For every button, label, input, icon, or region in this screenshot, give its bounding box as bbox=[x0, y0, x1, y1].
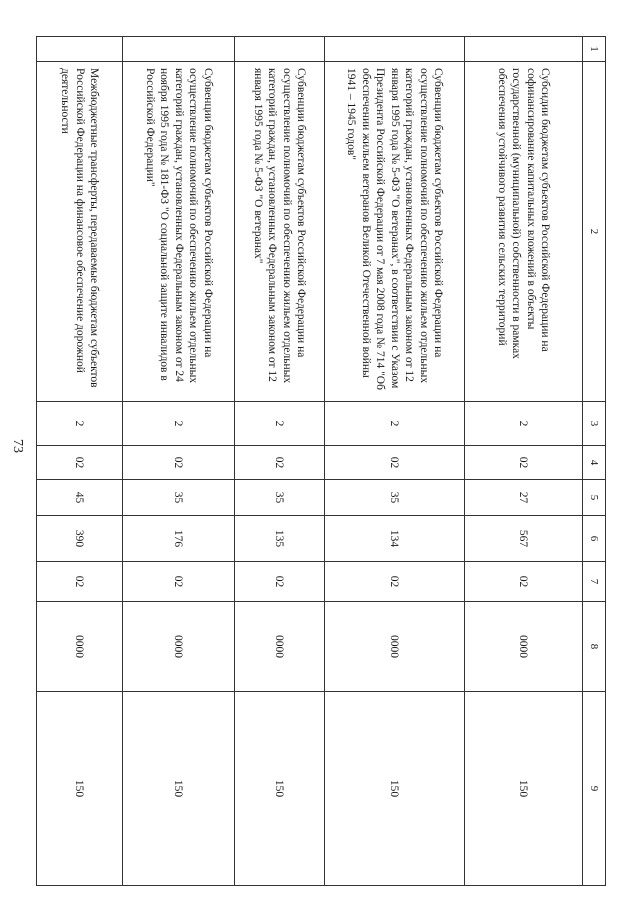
cell-col3: 2 bbox=[123, 402, 235, 446]
col-header-6: 6 bbox=[583, 516, 606, 562]
cell-col3: 2 bbox=[325, 402, 465, 446]
cell-description: Субвенции бюджетам субъектов Российской Федерации на осуществление полномочий по обеспечению жильем отдельных категорий граждан, установленных Федеральным законом от 12 января 1995 года № 5-ФЗ "О ветеранах", в соответствии с Указом Президента Российской Федерации от 7 мая 2008 года № 714 "Об обеспечении жильем ветеранов Великой Отечественной войны 1941 – 1945 годов" bbox=[325, 62, 465, 402]
budget-table bbox=[36, 36, 606, 886]
cell-col9: 150 bbox=[235, 692, 325, 886]
cell-col6: 390 bbox=[37, 516, 123, 562]
col-header-5: 5 bbox=[583, 480, 606, 516]
cell-col9: 150 bbox=[37, 692, 123, 886]
col-header-1: 1 bbox=[583, 37, 606, 62]
cell-col9: 150 bbox=[465, 692, 583, 886]
cell-col6: 134 bbox=[325, 516, 465, 562]
cell-description: Субвенции бюджетам субъектов Российской Федерации на осуществление полномочий по обеспечению жильем отдельных категорий граждан, установленных Федеральным законом от 24 ноября 1995 года № 181-ФЗ "О социальной защите инвалидов в Российской Федерации" bbox=[123, 62, 235, 402]
cell-col9: 150 bbox=[123, 692, 235, 886]
cell-col4: 02 bbox=[465, 446, 583, 480]
table-row bbox=[235, 37, 325, 886]
page-number: 73 bbox=[10, 439, 25, 453]
col-header-2: 2 bbox=[583, 62, 606, 402]
cell-col1 bbox=[123, 37, 235, 62]
cell-col8: 0000 bbox=[37, 602, 123, 692]
col-header-4: 4 bbox=[583, 446, 606, 480]
cell-col1 bbox=[465, 37, 583, 62]
cell-col1 bbox=[325, 37, 465, 62]
table-row bbox=[123, 37, 235, 886]
column-number-row bbox=[583, 37, 606, 886]
col-header-9: 9 bbox=[583, 692, 606, 886]
cell-col6: 567 bbox=[465, 516, 583, 562]
cell-col7: 02 bbox=[123, 562, 235, 602]
cell-col5: 35 bbox=[123, 480, 235, 516]
col-header-8: 8 bbox=[583, 602, 606, 692]
cell-col7: 02 bbox=[37, 562, 123, 602]
cell-col5: 35 bbox=[235, 480, 325, 516]
cell-col8: 0000 bbox=[123, 602, 235, 692]
cell-description: Субвенции бюджетам субъектов Российской Федерации на осуществление полномочий по обеспечению жильем отдельных категорий граждан, установленных Федеральным законом от 12 января 1995 года № 5-ФЗ "О ветеранах" bbox=[235, 62, 325, 402]
cell-col1 bbox=[235, 37, 325, 62]
cell-col8: 0000 bbox=[465, 602, 583, 692]
rotated-page bbox=[36, 36, 606, 885]
cell-col6: 176 bbox=[123, 516, 235, 562]
cell-col3: 2 bbox=[37, 402, 123, 446]
cell-col4: 02 bbox=[123, 446, 235, 480]
cell-col9: 150 bbox=[325, 692, 465, 886]
cell-description: Субсидии бюджетам субъектов Российской Федерации на софинансирование капитальных вложений в объекты государственной (муниципальной) собственности в рамках обеспечения устойчивого развития сельских территорий bbox=[465, 62, 583, 402]
cell-col8: 0000 bbox=[235, 602, 325, 692]
cell-description: Межбюджетные трансферты, передаваемые бюджетам субъектов Российской Федерации на финансовое обеспечение дорожной деятельности bbox=[37, 62, 123, 402]
cell-col4: 02 bbox=[37, 446, 123, 480]
table-row bbox=[325, 37, 465, 886]
cell-col5: 45 bbox=[37, 480, 123, 516]
col-header-7: 7 bbox=[583, 562, 606, 602]
cell-col5: 35 bbox=[325, 480, 465, 516]
table-row bbox=[37, 37, 123, 886]
cell-col6: 135 bbox=[235, 516, 325, 562]
table-row bbox=[465, 37, 583, 886]
cell-col1 bbox=[37, 37, 123, 62]
cell-col4: 02 bbox=[325, 446, 465, 480]
cell-col7: 02 bbox=[325, 562, 465, 602]
cell-col7: 02 bbox=[235, 562, 325, 602]
col-header-3: 3 bbox=[583, 402, 606, 446]
cell-col3: 2 bbox=[465, 402, 583, 446]
cell-col3: 2 bbox=[235, 402, 325, 446]
cell-col4: 02 bbox=[235, 446, 325, 480]
cell-col7: 02 bbox=[465, 562, 583, 602]
cell-col5: 27 bbox=[465, 480, 583, 516]
cell-col8: 0000 bbox=[325, 602, 465, 692]
